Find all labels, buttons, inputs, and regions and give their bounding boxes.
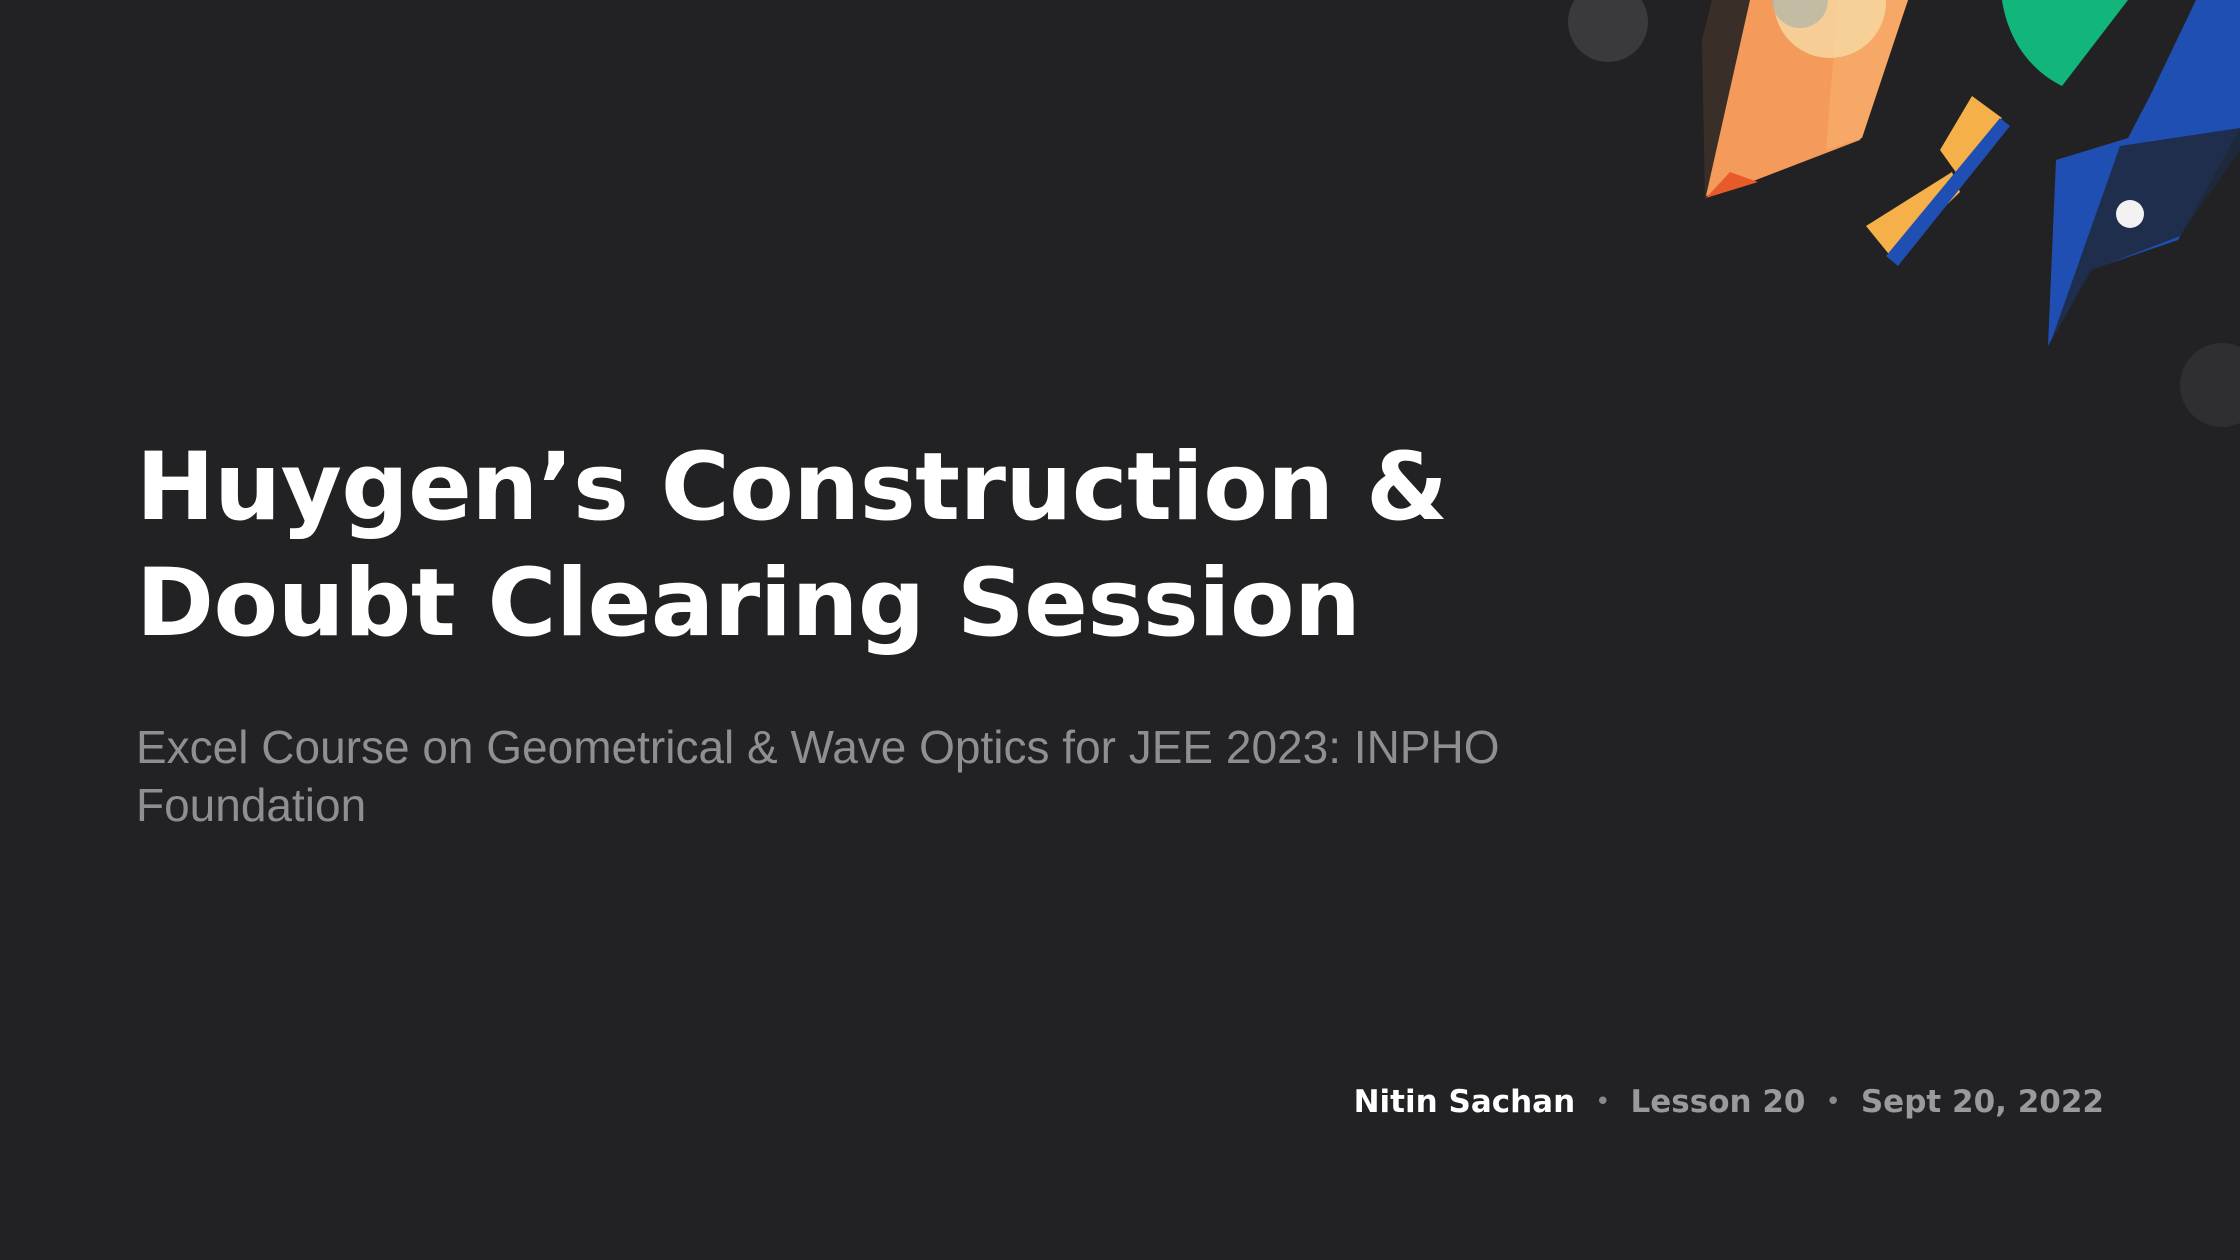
author-name: Nitin Sachan [1353, 1084, 1576, 1120]
course-subtitle: Excel Course on Geometrical & Wave Optics for JEE 2023: INPHO Foundation [136, 721, 1500, 831]
white-dot-shape [2116, 200, 2144, 228]
lesson-date: Sept 20, 2022 [1860, 1084, 2104, 1120]
separator-dot: • [1825, 1087, 1841, 1117]
grey-side-circle-shape [2180, 343, 2240, 427]
green-leaf-shape [2002, 0, 2128, 86]
separator-dot: • [1595, 1087, 1611, 1117]
lesson-number: Lesson 20 [1630, 1084, 1806, 1120]
lesson-meta [1354, 1082, 2104, 1122]
grey-circle-shape [1568, 0, 1648, 62]
slide-title: Huygen’s Construction & Doubt Clearing Session [136, 433, 1448, 658]
